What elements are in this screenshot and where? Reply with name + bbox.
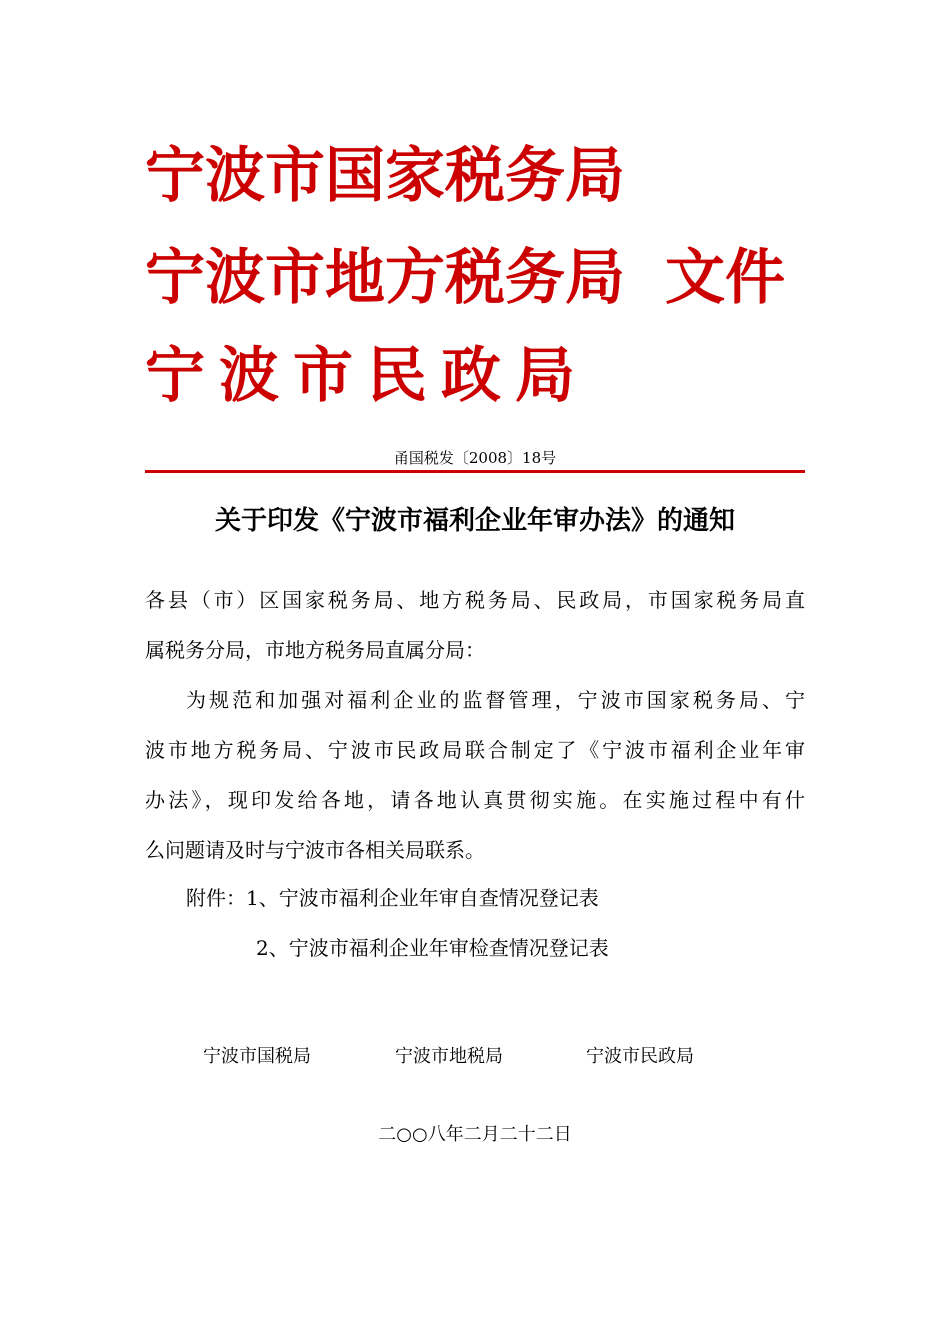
addressee-line: 属税务分局，市地方税务局直属分局：	[145, 638, 485, 662]
issue-date: 二○○八年二月二十二日	[378, 1124, 572, 1145]
document-title: 关于印发《宁波市福利企业年审办法》的通知	[214, 506, 735, 536]
signature-local-tax: 宁波市地税局	[395, 1046, 503, 1067]
paragraph-line: 办法》，现印发给各地，请各地认真贯彻实施。在实施过程中有什	[145, 788, 805, 812]
signature-civil-affairs: 宁波市民政局	[586, 1046, 694, 1067]
issuer-civil-affairs: 宁波市民政局	[145, 341, 589, 411]
addressee-line: 各县（市）区国家税务局、地方税务局、民政局，市国家税务局直	[145, 588, 805, 612]
issuer-national-tax: 宁波市国家税务局	[145, 141, 625, 211]
paragraph-line: 么问题请及时与宁波市各相关局联系。	[145, 838, 485, 862]
document-type-label: 文件	[665, 243, 785, 313]
document-number: 甬国税发〔2008〕18号	[393, 449, 557, 467]
signature-national-tax: 宁波市国税局	[203, 1046, 311, 1067]
issuer-local-tax-row	[145, 243, 785, 313]
attachment-item: 附件：1、宁波市福利企业年审自查情况登记表	[186, 886, 599, 910]
paragraph-line: 波市地方税务局、宁波市民政局联合制定了《宁波市福利企业年审	[145, 738, 805, 762]
issuer-local-tax: 宁波市地方税务局	[145, 243, 625, 313]
red-divider	[145, 470, 805, 473]
attachment-item: 2、宁波市福利企业年审检查情况登记表	[256, 936, 609, 960]
paragraph-line: 为规范和加强对福利企业的监督管理，宁波市国家税务局、宁	[186, 688, 805, 712]
